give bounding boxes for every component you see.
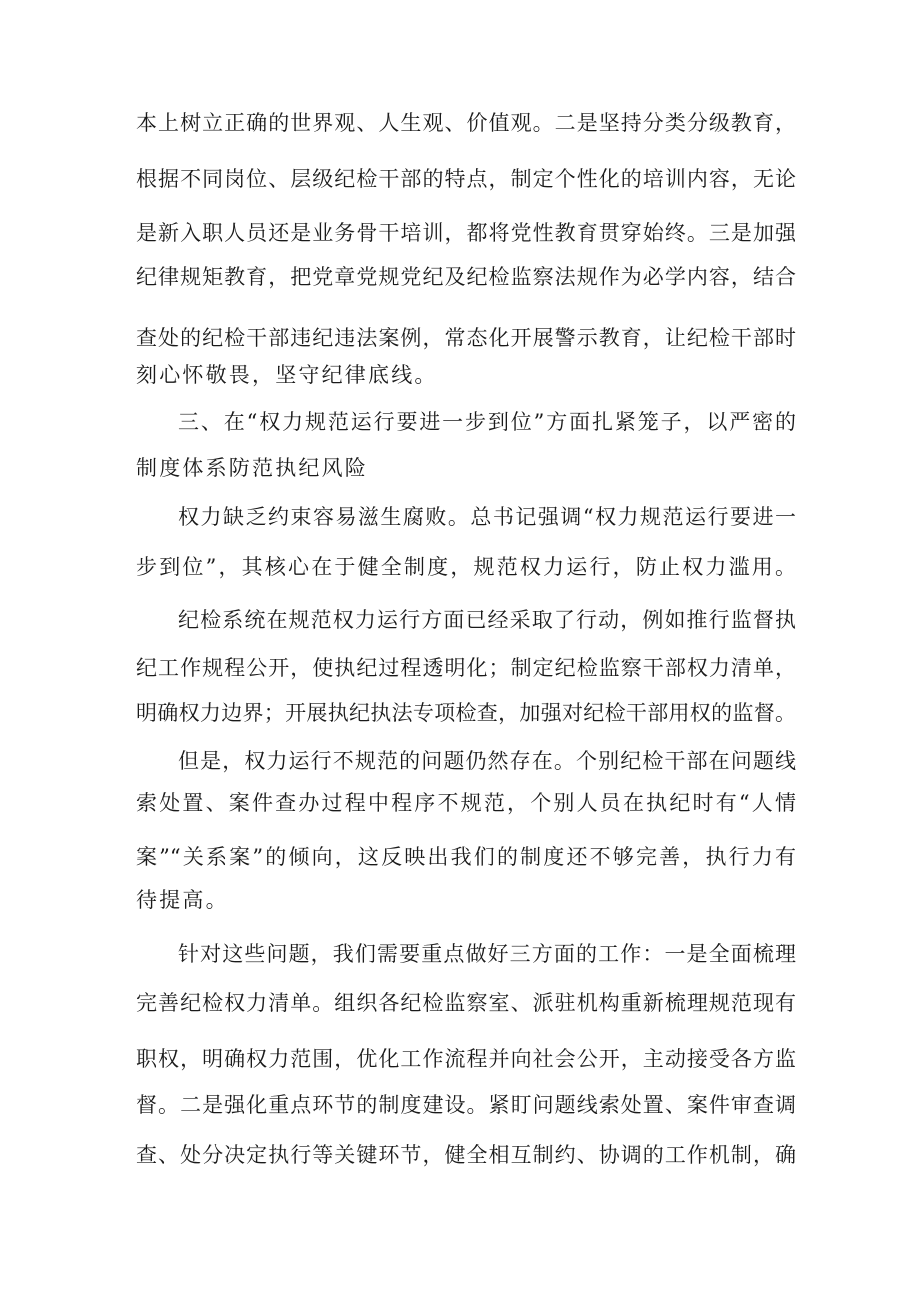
text-line-14: 但是，权力运行不规范的问题仍然存在。个别纪检干部在问题线 bbox=[178, 749, 796, 773]
section-heading-line-2: 制度体系防范执纪风险 bbox=[136, 456, 368, 480]
text-line-4: 纪律规矩教育，把党章党规党纪及纪检监察法规作为必学内容，结合 bbox=[136, 265, 796, 289]
text-line-11: 纪检系统在规范权力运行方面已经采取了行动，例如推行监督执 bbox=[178, 608, 796, 632]
text-line-19: 完善纪检权力清单。组织各纪检监察室、派驻机构重新梳理规范现有 bbox=[136, 991, 796, 1015]
text-line-5: 查处的纪检干部违纪违法案例，常态化开展警示教育，让纪检干部时 bbox=[136, 326, 796, 350]
text-line-21: 督。二是强化重点环节的制度建设。紧盯问题线索处置、案件审查调 bbox=[136, 1093, 796, 1117]
text-line-13: 明确权力边界；开展执纪执法专项检查，加强对纪检干部用权的监督。 bbox=[136, 701, 796, 725]
text-line-3: 是新入职人员还是业务骨干培训，都将党性教育贯穿始终。三是加强 bbox=[136, 221, 796, 245]
text-line-15: 索处置、案件查办过程中程序不规范，个别人员在执纪时有“人情 bbox=[136, 791, 796, 815]
text-line-16: 案”“关系案”的倾向，这反映出我们的制度还不够完善，执行力有 bbox=[136, 845, 796, 869]
text-line-9: 权力缺乏约束容易滋生腐败。总书记强调“权力规范运行要进一 bbox=[178, 505, 796, 529]
text-line-12: 纪工作规程公开，使执纪过程透明化；制定纪检监察干部权力清单， bbox=[136, 656, 796, 680]
text-line-22: 查、处分决定执行等关键环节，健全相互制约、协调的工作机制，确 bbox=[136, 1143, 796, 1167]
text-line-17: 待提高。 bbox=[136, 888, 229, 912]
text-line-10: 步到位”，其核心在于健全制度，规范权力运行，防止权力滥用。 bbox=[136, 555, 796, 579]
text-line-18: 针对这些问题，我们需要重点做好三方面的工作：一是全面梳理 bbox=[178, 942, 796, 966]
text-line-6: 刻心怀敬畏，坚守纪律底线。 bbox=[136, 363, 438, 387]
section-heading-line-1: 三、在“权力规范运行要进一步到位”方面扎紧笼子，以严密的 bbox=[178, 410, 796, 434]
text-line-2: 根据不同岗位、层级纪检干部的特点，制定个性化的培训内容，无论 bbox=[136, 167, 796, 191]
text-line-1: 本上树立正确的世界观、人生观、价值观。二是坚持分类分级教育， bbox=[136, 111, 796, 135]
text-line-20: 职权，明确权力范围，优化工作流程并向社会公开，主动接受各方监 bbox=[136, 1047, 796, 1071]
